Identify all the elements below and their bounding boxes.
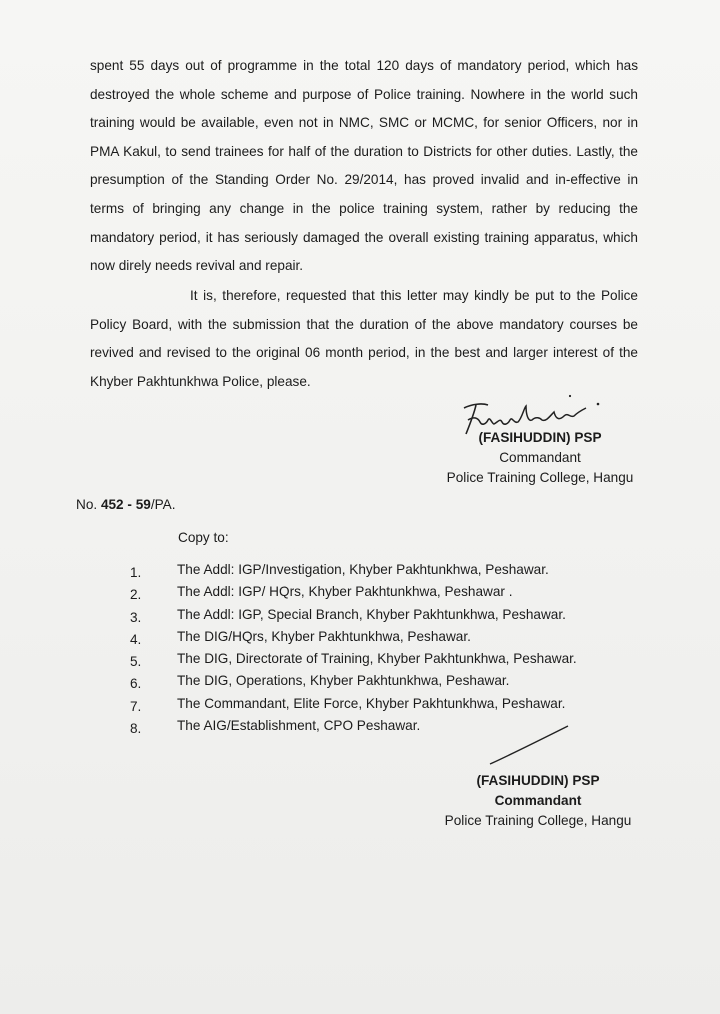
list-item-text: The DIG, Directorate of Training, Khyber Pakhtunkhwa, Peshawar.: [177, 651, 577, 667]
list-item-index: 1.: [130, 565, 142, 580]
list-item: [130, 693, 650, 715]
list-item: [130, 626, 650, 648]
copy-to-list: [130, 559, 650, 737]
list-item-index: 3.: [130, 609, 142, 625]
list-item-index: 4.: [130, 631, 142, 647]
list-item: [130, 604, 650, 626]
signature-block-2: [428, 771, 648, 831]
list-item-text: The Addl: IGP/Investigation, Khyber Pakhtunkhwa, Peshawar.: [177, 562, 549, 577]
signatory-office: Police Training College, Hangu: [446, 470, 634, 485]
signatory-name: (FASIHUDDIN) PSP: [476, 773, 600, 788]
signatory-designation: Commandant: [499, 450, 581, 465]
list-item: [130, 559, 650, 581]
list-item: [130, 648, 650, 670]
list-item-text: The AIG/Establishment, CPO Peshawar.: [177, 718, 421, 734]
list-item: [130, 715, 650, 737]
copy-to-heading: Copy to:: [178, 530, 229, 545]
list-item: [130, 670, 650, 692]
list-item-index: 6.: [130, 676, 142, 692]
letter-paragraph-1: spent 55 days out of programme in the total 120 days of mandatory period, which has destroyed the whole scheme and purpose of Police training. Nowhere in the world such training would be available, even not in NMC, SMC or MCMC, for senior Officers, nor in PMA Kakul, to send trainees for half of the duration to Districts for other duties. Lastly, the presumption of the Standing Order No. 29/2014, has proved invalid and in-effective in terms of bringing any change in the police training system, rather by reducing the mandatory period, it has seriously damaged the overall existing training apparatus, which now direly needs revival and repair.: [90, 58, 638, 274]
list-item: [130, 581, 650, 603]
reference-prefix: No.: [76, 497, 98, 512]
list-item-index: 2.: [130, 587, 142, 603]
reference-digits: 452 - 59: [100, 497, 151, 512]
signatory-office: Police Training College, Hangu: [444, 813, 632, 828]
list-item-text: The DIG/HQrs, Khyber Pakhtunkhwa, Peshawar.: [177, 628, 471, 644]
list-item-text: The Addl: IGP, Special Branch, Khyber Pakhtunkhwa, Peshawar.: [177, 606, 566, 622]
list-item-index: 5.: [130, 654, 142, 670]
list-item-index: 8.: [130, 721, 142, 737]
list-item-text: The Addl: IGP/ HQrs, Khyber Pakhtunkhwa, Peshawar .: [177, 584, 513, 600]
signature-block-1: [430, 428, 650, 488]
list-item-index: 7.: [130, 698, 142, 714]
reference-number: [76, 497, 176, 512]
letter-paragraph-2: It is, therefore, requested that this letter may kindly be put to the Police Policy Board, with the submission that the duration of the above mandatory courses be revived and revised to the original 06 month period, in the best and larger interest of the Khyber Pakhtunkhwa Police, please.: [90, 288, 638, 389]
list-item-text: The Commandant, Elite Force, Khyber Pakhtunkhwa, Peshawar.: [177, 695, 566, 711]
signatory-name: (FASIHUDDIN) PSP: [478, 430, 602, 445]
reference-suffix: /PA.: [150, 497, 176, 512]
list-item-text: The DIG, Operations, Khyber Pakhtunkhwa, Peshawar.: [177, 673, 510, 689]
handwritten-signature-2: [488, 722, 572, 768]
signatory-designation: Commandant: [494, 793, 582, 808]
